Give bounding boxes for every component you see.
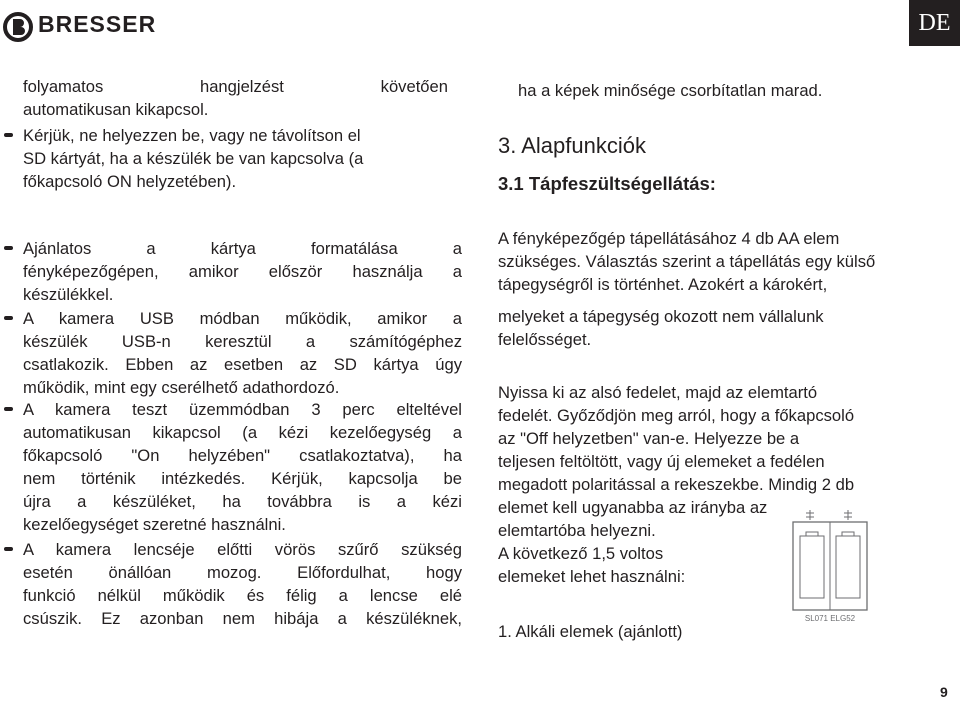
continuation-line [23, 75, 448, 98]
text-line: készülék USB-n keresztül a számítógéphez [23, 332, 462, 351]
text-line: készülékkel. [23, 285, 114, 304]
text-line: esetén önállóan mozog. Előfordulhat, hogy [23, 563, 462, 582]
text-line: elemet kell ugyanabba az irányba az [498, 498, 768, 517]
text-line: az "Off helyzetben" van-e. Helyezze be a [498, 429, 800, 448]
text-line: fényképezőgépen, amikor először használja a [23, 262, 462, 281]
battery-compartment-figure [791, 508, 869, 625]
text-line: csúszik. Ez azonban nem hibája a készüléknek, [23, 609, 462, 628]
text-line: csatlakozik. Ebben az esetben az SD kártya úgy [23, 355, 462, 374]
text-line: Nyissa ki az alsó fedelet, majd az elemtartó [498, 383, 818, 402]
text-line: A kamera lencséje előtti vörös szűrő szükség [23, 540, 462, 559]
text-line: A fényképezőgép tápellátásához 4 db AA elem [498, 229, 840, 248]
text-line: A kamera USB módban működik, amikor a [23, 309, 462, 328]
text-line: szükséges. Választás szerint a tápellátás egy külső [498, 252, 876, 271]
text-line: teljesen feltöltött, vagy új elemeket a fedélen [498, 452, 825, 471]
bresser-logo [2, 11, 36, 43]
text-line: főkapcsoló "On helyzében" csatlakoztatva), ha [23, 446, 462, 465]
bullet-icon [4, 246, 13, 250]
text-line: Kérjük, ne helyezzen be, vagy ne távolítson el [23, 126, 361, 145]
figure-label: SL071 ELG52 [804, 614, 856, 623]
text-line: tápegységről is történhet. Azokért a károkért, [498, 275, 828, 294]
text-line: funkció nélkül működik és félig a lencse elé [23, 586, 462, 605]
bullet-first-line [23, 398, 462, 421]
section-heading: 3. Alapfunkciók [498, 133, 646, 158]
subsection-heading: 3.1 Tápfeszültségellátás: [498, 173, 716, 194]
word: folyamatos [23, 77, 104, 96]
text-line: A következő 1,5 voltos [498, 544, 664, 563]
text-line: működik, mint egy cserélhető adathordozó. [23, 378, 340, 397]
list-item: 1. Alkáli elemek (ajánlott) [498, 622, 683, 641]
bullet-item [23, 237, 462, 306]
left-column [23, 75, 448, 121]
text-line: főkapcsoló ON helyzetében). [23, 172, 237, 191]
paragraph [498, 227, 875, 296]
bullet-item [23, 307, 462, 399]
page-number: 9 [940, 684, 948, 700]
continuation-line: ha a képek minősége csorbítatlan marad. [518, 81, 823, 100]
text-line: újra a készüléket, ha továbbra is a kézi [23, 492, 462, 511]
bullet-icon [4, 547, 13, 551]
text-line: elemtartóba helyezni. [498, 521, 656, 540]
text-line: elemeket lehet használni: [498, 567, 686, 586]
bullet-first-line [23, 307, 462, 330]
text-line: nem történik intézkedés. Kérjük, kapcsolja be [23, 469, 462, 488]
word: követően [380, 77, 448, 96]
text-line: megadott polaritással a rekeszekbe. Mindig 2 db [498, 475, 855, 494]
paragraph [498, 305, 824, 351]
text-line: fedelét. Győződjön meg arról, hogy a főkapcsoló [498, 406, 855, 425]
bullet-first-line [23, 538, 462, 561]
bullet-icon [4, 407, 13, 411]
language-badge: DE [909, 0, 960, 46]
bullet-item [23, 398, 462, 536]
bullet-icon [4, 133, 13, 137]
bullet-first-line [23, 124, 448, 147]
brand-name: BRESSER [38, 11, 157, 37]
text-line: melyeket a tápegység okozott nem vállalunk [498, 307, 824, 326]
bullet-item [23, 538, 462, 630]
bullet-icon [4, 316, 13, 320]
text-line: Ajánlatos a kártya formatálása a [23, 239, 462, 258]
text-line: felelősséget. [498, 330, 592, 349]
text-line: kezelőegységet szeretné használni. [23, 515, 286, 534]
bullet-first-line [23, 237, 462, 260]
continuation-line: automatikusan kikapcsol. [23, 100, 209, 119]
text-line: automatikusan kikapcsol (a kézi kezelőegység a [23, 423, 462, 442]
text-line: A kamera teszt üzemmódban 3 perc elteltével [23, 400, 462, 419]
bullet-item [23, 124, 448, 193]
text-line: SD kártyát, ha a készülék be van kapcsolva (a [23, 149, 364, 168]
word: hangjelzést [199, 77, 284, 96]
